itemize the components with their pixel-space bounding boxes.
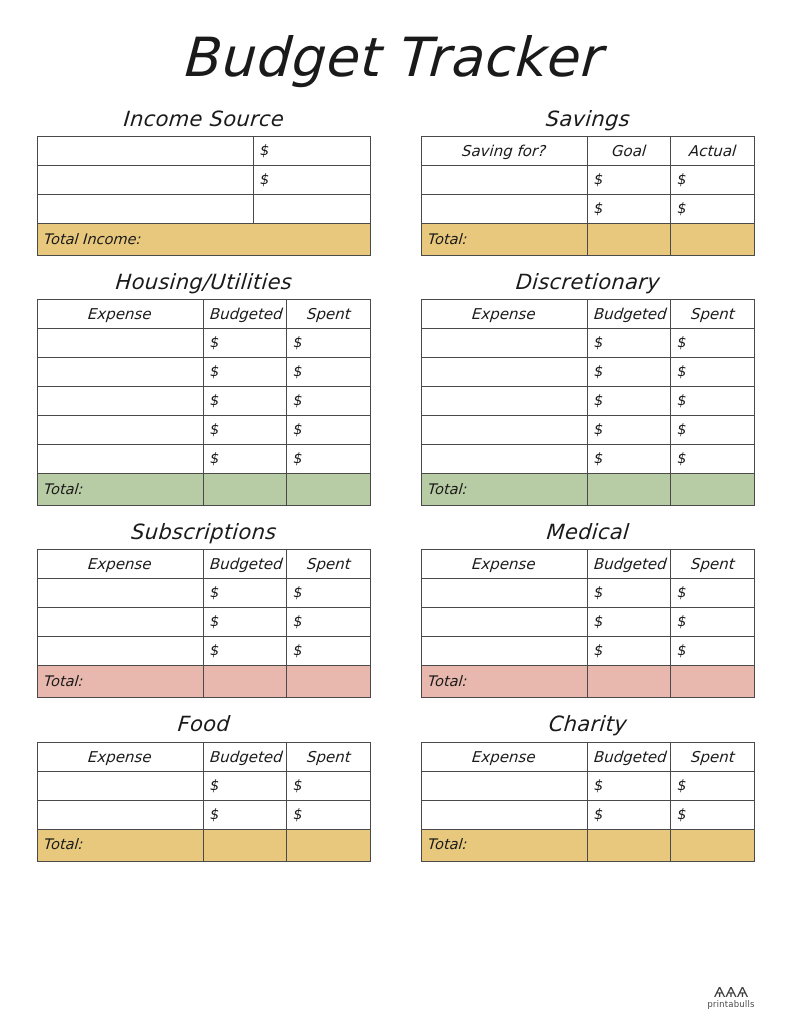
budgeted-amount-input[interactable]: $ — [588, 416, 671, 445]
table-income-source — [37, 136, 371, 256]
total-row — [37, 829, 370, 861]
spent-amount-input[interactable]: $ — [671, 166, 754, 195]
expense-name-input[interactable] — [421, 358, 588, 387]
column-header — [287, 300, 370, 329]
budgeted-amount-input[interactable]: $ — [204, 445, 287, 474]
budgeted-amount-input[interactable]: $ — [588, 387, 671, 416]
budgeted-amount-input[interactable]: $ — [588, 358, 671, 387]
spent-amount-input[interactable]: $ — [287, 771, 370, 800]
table-row — [421, 387, 754, 416]
table-header-row — [37, 550, 370, 579]
section-housing-utilities — [37, 270, 371, 506]
table-charity — [421, 742, 755, 862]
table-row — [421, 195, 754, 224]
table-row — [37, 579, 370, 608]
table-header-row — [37, 300, 370, 329]
column-header — [588, 300, 671, 329]
table-row — [421, 416, 754, 445]
total-label-text: Total Income: — [42, 231, 142, 248]
total-row — [37, 224, 370, 256]
section-food — [37, 712, 371, 861]
spent-amount-input[interactable]: $ — [287, 800, 370, 829]
column-header — [204, 550, 287, 579]
table-row — [37, 608, 370, 637]
section-title-medical: Medical — [545, 520, 630, 545]
spent-amount-input[interactable]: $ — [671, 608, 754, 637]
section-savings — [421, 107, 755, 256]
column-header-label: Budgeted — [593, 555, 668, 574]
section-title-housing-utilities: Housing/Utilities — [114, 270, 293, 295]
spent-amount-input[interactable]: $ — [287, 608, 370, 637]
section-discretionary — [421, 270, 755, 506]
table-row — [37, 329, 370, 358]
column-header-label: Saving for? — [461, 142, 548, 161]
total-label — [37, 666, 204, 698]
income-source-input[interactable] — [37, 195, 253, 224]
table-medical — [421, 549, 755, 698]
expense-name-input[interactable] — [421, 445, 588, 474]
table-header-row — [421, 550, 754, 579]
expense-name-input[interactable] — [421, 195, 588, 224]
column-header — [287, 742, 370, 771]
income-source-input[interactable] — [37, 166, 253, 195]
total-budgeted-value[interactable] — [204, 666, 287, 698]
table-row — [421, 637, 754, 666]
column-header — [671, 742, 754, 771]
expense-name-input[interactable] — [37, 387, 204, 416]
section-income-source — [37, 107, 371, 256]
total-spent-value[interactable] — [671, 224, 754, 256]
total-spent-value[interactable] — [671, 829, 754, 861]
table-row — [421, 329, 754, 358]
column-header-label: Spent — [689, 555, 735, 574]
section-title-income-source: Income Source — [122, 107, 285, 131]
total-spent-value[interactable] — [671, 474, 754, 506]
expense-name-input[interactable] — [37, 579, 204, 608]
table-row — [421, 358, 754, 387]
spent-amount-input[interactable]: $ — [671, 195, 754, 224]
budgeted-amount-input[interactable]: $ — [204, 387, 287, 416]
sections-grid — [0, 93, 791, 876]
budgeted-amount-input[interactable]: $ — [204, 358, 287, 387]
total-row — [421, 474, 754, 506]
budgeted-amount-input[interactable]: $ — [588, 445, 671, 474]
column-header — [37, 742, 204, 771]
expense-name-input[interactable] — [421, 608, 588, 637]
column-header-label: Expense — [471, 305, 537, 324]
expense-name-input[interactable] — [421, 579, 588, 608]
table-header-row — [421, 137, 754, 166]
table-discretionary — [421, 299, 755, 506]
expense-name-input[interactable] — [37, 637, 204, 666]
budgeted-amount-input[interactable]: $ — [588, 800, 671, 829]
total-label-text: Total: — [426, 481, 468, 498]
column-header-label: Expense — [471, 747, 537, 766]
column-header — [671, 300, 754, 329]
total-label — [421, 224, 588, 256]
column-header-label: Expense — [87, 747, 153, 766]
spent-amount-input[interactable]: $ — [671, 579, 754, 608]
column-header-label: Actual — [687, 142, 737, 161]
budgeted-amount-input[interactable]: $ — [588, 771, 671, 800]
table-row — [421, 771, 754, 800]
table-row — [421, 579, 754, 608]
column-header-label: Expense — [471, 555, 537, 574]
expense-name-input[interactable] — [421, 771, 588, 800]
total-spent-value[interactable] — [287, 829, 370, 861]
spent-amount-input[interactable]: $ — [671, 329, 754, 358]
total-label-text: Total: — [426, 673, 468, 690]
column-header — [671, 137, 754, 166]
column-header — [588, 137, 671, 166]
column-header — [287, 550, 370, 579]
income-amount-input[interactable]: $ — [253, 166, 370, 195]
expense-name-input[interactable] — [37, 800, 204, 829]
section-title-subscriptions: Subscriptions — [129, 520, 278, 545]
column-header — [588, 742, 671, 771]
total-row — [37, 474, 370, 506]
column-header-label: Budgeted — [593, 747, 668, 766]
column-header-label: Expense — [87, 305, 153, 324]
total-budgeted-value[interactable] — [588, 474, 671, 506]
column-header — [204, 742, 287, 771]
column-header-label: Spent — [305, 305, 351, 324]
table-row — [37, 137, 370, 166]
budgeted-amount-input[interactable]: $ — [204, 800, 287, 829]
spent-amount-input[interactable]: $ — [671, 387, 754, 416]
spent-amount-input[interactable]: $ — [671, 358, 754, 387]
expense-name-input[interactable] — [37, 771, 204, 800]
total-spent-value[interactable] — [287, 666, 370, 698]
budgeted-amount-input[interactable]: $ — [588, 195, 671, 224]
total-label — [37, 224, 370, 256]
budgeted-amount-input[interactable]: $ — [204, 637, 287, 666]
budgeted-amount-input[interactable]: $ — [588, 637, 671, 666]
table-row — [37, 800, 370, 829]
total-row — [421, 829, 754, 861]
total-budgeted-value[interactable] — [588, 829, 671, 861]
budgeted-amount-input[interactable]: $ — [204, 329, 287, 358]
income-source-input[interactable] — [37, 137, 253, 166]
section-title-discretionary: Discretionary — [514, 270, 661, 295]
table-row — [421, 166, 754, 195]
expense-name-input[interactable] — [421, 416, 588, 445]
section-medical — [421, 520, 755, 698]
table-row — [37, 195, 370, 224]
page-title: Budget Tracker — [183, 26, 607, 89]
printabulls-logo — [693, 988, 769, 1010]
column-header — [421, 550, 588, 579]
spent-amount-input[interactable]: $ — [671, 771, 754, 800]
column-header-label: Goal — [611, 142, 647, 161]
expense-name-input[interactable] — [37, 445, 204, 474]
section-title-charity: Charity — [547, 712, 628, 737]
total-label-text: Total: — [42, 673, 84, 690]
income-amount-input[interactable] — [253, 195, 370, 224]
column-header-label: Budgeted — [209, 747, 284, 766]
total-budgeted-value[interactable] — [204, 829, 287, 861]
column-header-label: Spent — [305, 747, 351, 766]
table-header-row — [421, 300, 754, 329]
column-header — [37, 300, 204, 329]
income-amount-input[interactable]: $ — [253, 137, 370, 166]
column-header-label: Spent — [689, 747, 735, 766]
section-subscriptions — [37, 520, 371, 698]
expense-name-input[interactable] — [37, 608, 204, 637]
column-header — [421, 742, 588, 771]
table-food — [37, 742, 371, 862]
spent-amount-input[interactable]: $ — [287, 416, 370, 445]
budgeted-amount-input[interactable]: $ — [588, 166, 671, 195]
column-header — [37, 550, 204, 579]
expense-name-input[interactable] — [421, 637, 588, 666]
budgeted-amount-input[interactable]: $ — [588, 329, 671, 358]
total-row — [421, 224, 754, 256]
total-row — [421, 666, 754, 698]
table-row — [37, 387, 370, 416]
total-spent-value[interactable] — [287, 474, 370, 506]
spent-amount-input[interactable]: $ — [287, 637, 370, 666]
total-budgeted-value[interactable] — [588, 224, 671, 256]
column-header — [421, 137, 588, 166]
spent-amount-input[interactable]: $ — [287, 387, 370, 416]
table-row — [421, 608, 754, 637]
table-subscriptions — [37, 549, 371, 698]
spent-amount-input[interactable]: $ — [287, 329, 370, 358]
expense-name-input[interactable] — [37, 416, 204, 445]
column-header-label: Budgeted — [209, 555, 284, 574]
spent-amount-input[interactable]: $ — [287, 358, 370, 387]
total-budgeted-value[interactable] — [588, 666, 671, 698]
total-label-text: Total: — [42, 481, 84, 498]
budgeted-amount-input[interactable]: $ — [204, 771, 287, 800]
expense-name-input[interactable] — [37, 358, 204, 387]
expense-name-input[interactable] — [37, 329, 204, 358]
table-row — [421, 445, 754, 474]
table-row — [37, 445, 370, 474]
total-label — [37, 474, 204, 506]
budgeted-amount-input[interactable]: $ — [204, 416, 287, 445]
table-savings — [421, 136, 755, 256]
table-header-row — [37, 742, 370, 771]
budgeted-amount-input[interactable]: $ — [588, 579, 671, 608]
spent-amount-input[interactable]: $ — [671, 416, 754, 445]
column-header-label: Expense — [87, 555, 153, 574]
expense-name-input[interactable] — [421, 387, 588, 416]
column-header-label: Spent — [689, 305, 735, 324]
total-spent-value[interactable] — [671, 666, 754, 698]
section-title-food: Food — [176, 712, 231, 737]
budgeted-amount-input[interactable]: $ — [204, 608, 287, 637]
budgeted-amount-input[interactable]: $ — [204, 579, 287, 608]
spent-amount-input[interactable]: $ — [671, 637, 754, 666]
total-label-text: Total: — [426, 231, 468, 248]
column-header-label: Budgeted — [209, 305, 284, 324]
column-header — [671, 550, 754, 579]
bull-icon: ѦѦѦ — [713, 986, 749, 1001]
table-row — [37, 358, 370, 387]
spent-amount-input[interactable]: $ — [287, 445, 370, 474]
spent-amount-input[interactable]: $ — [671, 800, 754, 829]
table-row — [37, 771, 370, 800]
total-label-text: Total: — [426, 837, 468, 854]
expense-name-input[interactable] — [421, 166, 588, 195]
section-title-savings: Savings — [544, 107, 631, 131]
table-row — [37, 416, 370, 445]
spent-amount-input[interactable]: $ — [287, 579, 370, 608]
expense-name-input[interactable] — [421, 329, 588, 358]
table-housing-utilities — [37, 299, 371, 506]
total-label — [421, 474, 588, 506]
spent-amount-input[interactable]: $ — [671, 445, 754, 474]
column-header — [421, 300, 588, 329]
total-budgeted-value[interactable] — [204, 474, 287, 506]
table-row — [421, 800, 754, 829]
table-row — [37, 637, 370, 666]
total-label — [37, 829, 204, 861]
total-label-text: Total: — [42, 837, 84, 854]
column-header — [204, 300, 287, 329]
brand-label: printabulls — [707, 1000, 755, 1010]
total-label — [421, 666, 588, 698]
column-header — [588, 550, 671, 579]
column-header-label: Budgeted — [593, 305, 668, 324]
budgeted-amount-input[interactable]: $ — [588, 608, 671, 637]
table-header-row — [421, 742, 754, 771]
column-header-label: Spent — [305, 555, 351, 574]
section-charity — [421, 712, 755, 861]
total-label — [421, 829, 588, 861]
table-row — [37, 166, 370, 195]
total-row — [37, 666, 370, 698]
expense-name-input[interactable] — [421, 800, 588, 829]
